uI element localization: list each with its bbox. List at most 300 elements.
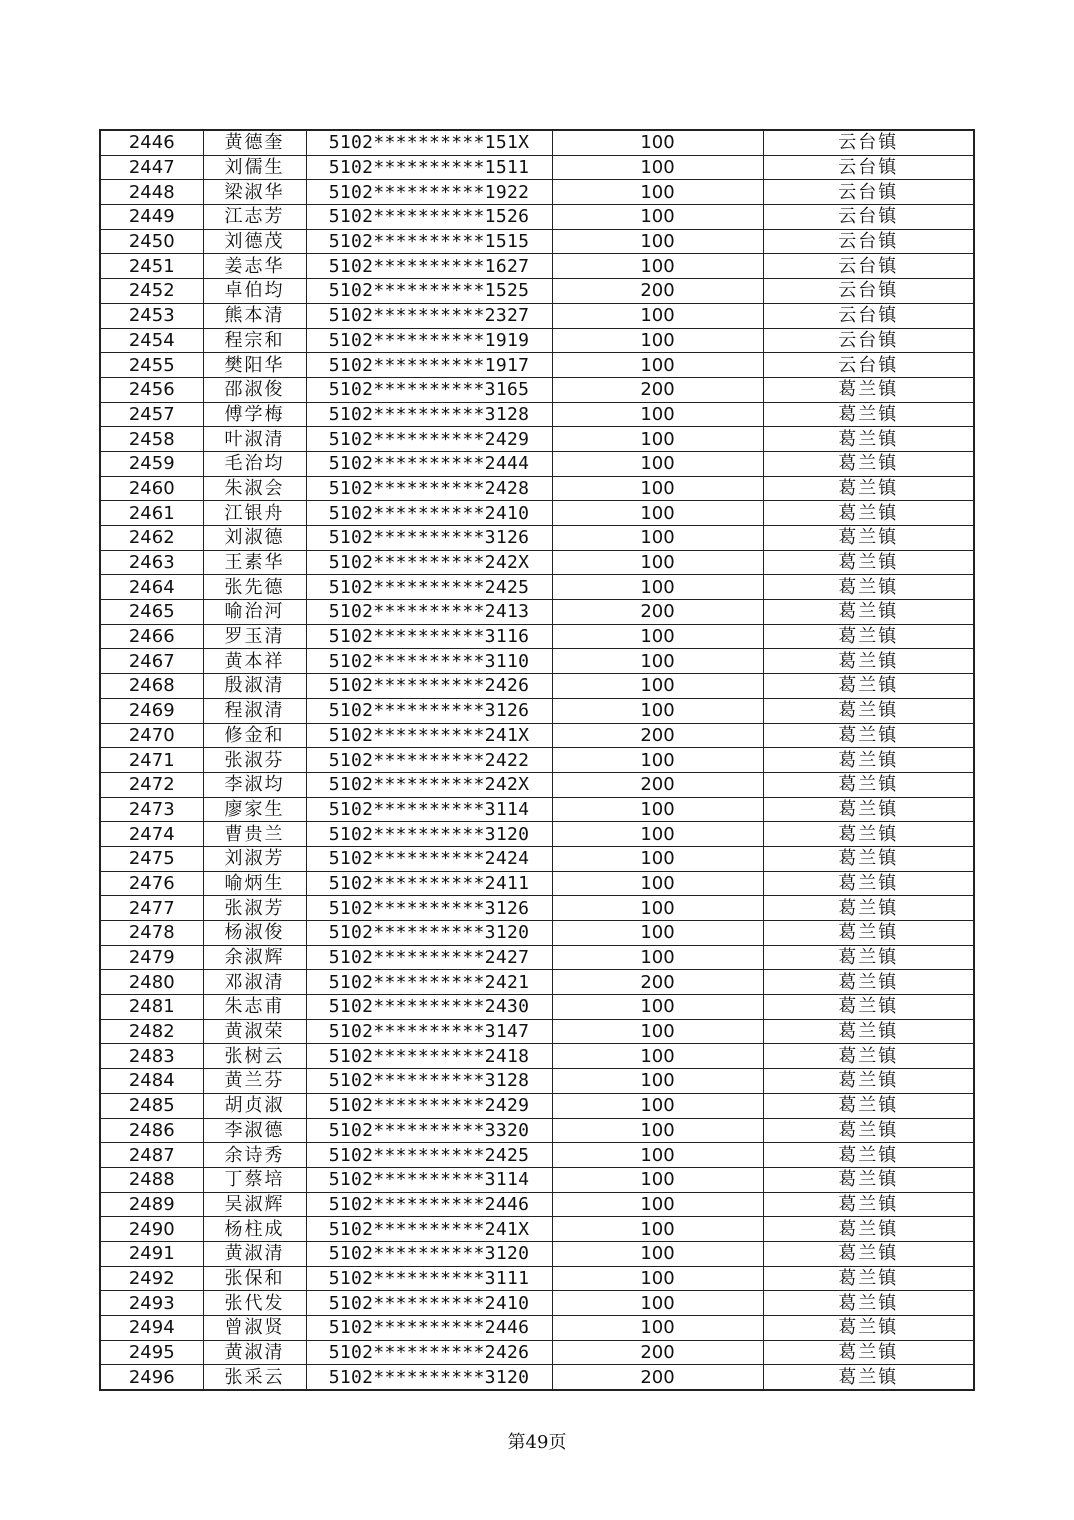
amount-cell: 100 [552,896,763,921]
amount-cell: 100 [552,229,763,254]
town-cell: 葛兰镇 [763,822,974,847]
row-number-cell: 2466 [100,624,203,649]
name-cell: 朱志甫 [203,995,306,1020]
amount-cell: 100 [552,1044,763,1069]
town-cell: 云台镇 [763,328,974,353]
id-number-cell: 5102**********3126 [306,698,552,723]
amount-cell: 100 [552,328,763,353]
name-cell: 樊阳华 [203,353,306,378]
town-cell: 葛兰镇 [763,1167,974,1192]
amount-cell: 100 [552,797,763,822]
row-number-cell: 2468 [100,674,203,699]
row-number-cell: 2474 [100,822,203,847]
name-cell: 卓伯均 [203,279,306,304]
town-cell: 葛兰镇 [763,1093,974,1118]
amount-cell: 100 [552,205,763,230]
id-number-cell: 5102**********3114 [306,797,552,822]
row-number-cell: 2485 [100,1093,203,1118]
amount-cell: 100 [552,427,763,452]
id-number-cell: 5102**********2426 [306,674,552,699]
name-cell: 张淑芬 [203,748,306,773]
row-number-cell: 2461 [100,501,203,526]
table-row [100,550,974,575]
table-row [100,1340,974,1365]
town-cell: 云台镇 [763,229,974,254]
town-cell: 葛兰镇 [763,1044,974,1069]
amount-cell: 100 [552,476,763,501]
row-number-cell: 2496 [100,1365,203,1390]
row-number-cell: 2455 [100,353,203,378]
id-number-cell: 5102**********3126 [306,896,552,921]
id-number-cell: 5102**********2426 [306,1340,552,1365]
id-number-cell: 5102**********151X [306,130,552,155]
table-row [100,155,974,180]
name-cell: 张淑芳 [203,896,306,921]
id-number-cell: 5102**********2446 [306,1316,552,1341]
amount-cell: 100 [552,303,763,328]
roster-table-body [100,130,974,1390]
name-cell: 罗玉清 [203,624,306,649]
table-row [100,1241,974,1266]
table-row [100,846,974,871]
name-cell: 修金和 [203,723,306,748]
row-number-cell: 2481 [100,995,203,1020]
amount-cell: 200 [552,723,763,748]
town-cell: 葛兰镇 [763,476,974,501]
table-row [100,1069,974,1094]
town-cell: 葛兰镇 [763,1069,974,1094]
town-cell: 葛兰镇 [763,1217,974,1242]
row-number-cell: 2478 [100,921,203,946]
name-cell: 王素华 [203,550,306,575]
name-cell: 张先德 [203,575,306,600]
name-cell: 杨柱成 [203,1217,306,1242]
table-row [100,526,974,551]
name-cell: 余诗秀 [203,1143,306,1168]
row-number-cell: 2469 [100,698,203,723]
row-number-cell: 2460 [100,476,203,501]
name-cell: 曹贵兰 [203,822,306,847]
id-number-cell: 5102**********1511 [306,155,552,180]
name-cell: 李淑均 [203,772,306,797]
amount-cell: 100 [552,846,763,871]
row-number-cell: 2472 [100,772,203,797]
row-number-cell: 2489 [100,1192,203,1217]
table-row [100,772,974,797]
table-row [100,674,974,699]
amount-cell: 100 [552,674,763,699]
amount-cell: 100 [552,995,763,1020]
name-cell: 黄德奎 [203,130,306,155]
id-number-cell: 5102**********1917 [306,353,552,378]
table-row [100,353,974,378]
id-number-cell: 5102**********1525 [306,279,552,304]
amount-cell: 200 [552,772,763,797]
id-number-cell: 5102**********3128 [306,402,552,427]
town-cell: 葛兰镇 [763,698,974,723]
town-cell: 云台镇 [763,353,974,378]
table-row [100,921,974,946]
amount-cell: 100 [552,945,763,970]
amount-cell: 100 [552,1192,763,1217]
table-row [100,1365,974,1390]
table-row [100,303,974,328]
row-number-cell: 2454 [100,328,203,353]
town-cell: 葛兰镇 [763,526,974,551]
town-cell: 葛兰镇 [763,501,974,526]
id-number-cell: 5102**********3147 [306,1019,552,1044]
id-number-cell: 5102**********2327 [306,303,552,328]
row-number-cell: 2491 [100,1241,203,1266]
id-number-cell: 5102**********2446 [306,1192,552,1217]
table-row [100,427,974,452]
amount-cell: 100 [552,1291,763,1316]
row-number-cell: 2482 [100,1019,203,1044]
amount-cell: 100 [552,1167,763,1192]
town-cell: 葛兰镇 [763,772,974,797]
name-cell: 程宗和 [203,328,306,353]
id-number-cell: 5102**********3120 [306,1241,552,1266]
table-row [100,1118,974,1143]
amount-cell: 200 [552,377,763,402]
name-cell: 梁淑华 [203,180,306,205]
amount-cell: 100 [552,1316,763,1341]
amount-cell: 200 [552,279,763,304]
town-cell: 葛兰镇 [763,1291,974,1316]
amount-cell: 100 [552,1217,763,1242]
town-cell: 葛兰镇 [763,624,974,649]
row-number-cell: 2449 [100,205,203,230]
town-cell: 葛兰镇 [763,1266,974,1291]
table-row [100,451,974,476]
town-cell: 葛兰镇 [763,945,974,970]
row-number-cell: 2492 [100,1266,203,1291]
name-cell: 刘儒生 [203,155,306,180]
table-row [100,748,974,773]
id-number-cell: 5102**********2430 [306,995,552,1020]
id-number-cell: 5102**********3111 [306,1266,552,1291]
town-cell: 葛兰镇 [763,846,974,871]
amount-cell: 200 [552,1365,763,1390]
row-number-cell: 2464 [100,575,203,600]
id-number-cell: 5102**********3126 [306,526,552,551]
name-cell: 刘德茂 [203,229,306,254]
id-number-cell: 5102**********3165 [306,377,552,402]
amount-cell: 100 [552,1019,763,1044]
id-number-cell: 5102**********1919 [306,328,552,353]
name-cell: 熊本清 [203,303,306,328]
id-number-cell: 5102**********3120 [306,921,552,946]
id-number-cell: 5102**********2410 [306,501,552,526]
row-number-cell: 2495 [100,1340,203,1365]
name-cell: 吴淑辉 [203,1192,306,1217]
town-cell: 葛兰镇 [763,1340,974,1365]
amount-cell: 100 [552,1069,763,1094]
name-cell: 胡贞淑 [203,1093,306,1118]
town-cell: 葛兰镇 [763,649,974,674]
table-row [100,377,974,402]
town-cell: 云台镇 [763,130,974,155]
row-number-cell: 2480 [100,970,203,995]
row-number-cell: 2458 [100,427,203,452]
town-cell: 葛兰镇 [763,871,974,896]
town-cell: 葛兰镇 [763,921,974,946]
amount-cell: 100 [552,130,763,155]
town-cell: 云台镇 [763,180,974,205]
id-number-cell: 5102**********1526 [306,205,552,230]
row-number-cell: 2456 [100,377,203,402]
row-number-cell: 2448 [100,180,203,205]
table-row [100,1143,974,1168]
amount-cell: 100 [552,402,763,427]
table-row [100,180,974,205]
row-number-cell: 2477 [100,896,203,921]
name-cell: 黄本祥 [203,649,306,674]
amount-cell: 100 [552,1118,763,1143]
name-cell: 李淑德 [203,1118,306,1143]
town-cell: 葛兰镇 [763,1143,974,1168]
amount-cell: 100 [552,180,763,205]
row-number-cell: 2467 [100,649,203,674]
amount-cell: 100 [552,155,763,180]
town-cell: 葛兰镇 [763,1241,974,1266]
town-cell: 葛兰镇 [763,723,974,748]
name-cell: 叶淑清 [203,427,306,452]
name-cell: 黄淑清 [203,1340,306,1365]
name-cell: 张保和 [203,1266,306,1291]
town-cell: 云台镇 [763,205,974,230]
id-number-cell: 5102**********3116 [306,624,552,649]
amount-cell: 200 [552,970,763,995]
row-number-cell: 2487 [100,1143,203,1168]
row-number-cell: 2471 [100,748,203,773]
table-row [100,229,974,254]
row-number-cell: 2493 [100,1291,203,1316]
amount-cell: 100 [552,822,763,847]
town-cell: 葛兰镇 [763,600,974,625]
row-number-cell: 2452 [100,279,203,304]
amount-cell: 100 [552,1093,763,1118]
amount-cell: 200 [552,600,763,625]
table-row [100,328,974,353]
name-cell: 江志芳 [203,205,306,230]
town-cell: 葛兰镇 [763,402,974,427]
amount-cell: 100 [552,624,763,649]
town-cell: 葛兰镇 [763,427,974,452]
table-row [100,1192,974,1217]
row-number-cell: 2486 [100,1118,203,1143]
table-row [100,205,974,230]
name-cell: 黄淑荣 [203,1019,306,1044]
id-number-cell: 5102**********3128 [306,1069,552,1094]
town-cell: 云台镇 [763,254,974,279]
id-number-cell: 5102**********1627 [306,254,552,279]
row-number-cell: 2479 [100,945,203,970]
table-row [100,896,974,921]
table-row [100,1266,974,1291]
row-number-cell: 2488 [100,1167,203,1192]
table-row [100,254,974,279]
id-number-cell: 5102**********2424 [306,846,552,871]
name-cell: 殷淑清 [203,674,306,699]
name-cell: 廖家生 [203,797,306,822]
name-cell: 张树云 [203,1044,306,1069]
row-number-cell: 2490 [100,1217,203,1242]
table-row [100,649,974,674]
town-cell: 葛兰镇 [763,1019,974,1044]
amount-cell: 100 [552,254,763,279]
name-cell: 喻炳生 [203,871,306,896]
name-cell: 傅学梅 [203,402,306,427]
id-number-cell: 5102**********2425 [306,575,552,600]
town-cell: 葛兰镇 [763,550,974,575]
name-cell: 黄兰芬 [203,1069,306,1094]
id-number-cell: 5102**********2444 [306,451,552,476]
table-row [100,995,974,1020]
town-cell: 葛兰镇 [763,1192,974,1217]
town-cell: 葛兰镇 [763,1365,974,1390]
name-cell: 杨淑俊 [203,921,306,946]
amount-cell: 200 [552,1340,763,1365]
name-cell: 江银舟 [203,501,306,526]
table-row [100,1044,974,1069]
table-row [100,575,974,600]
row-number-cell: 2462 [100,526,203,551]
table-row [100,1316,974,1341]
name-cell: 刘淑德 [203,526,306,551]
amount-cell: 100 [552,921,763,946]
table-row [100,1291,974,1316]
town-cell: 葛兰镇 [763,575,974,600]
id-number-cell: 5102**********242X [306,550,552,575]
row-number-cell: 2453 [100,303,203,328]
row-number-cell: 2459 [100,451,203,476]
town-cell: 云台镇 [763,155,974,180]
table-row [100,1217,974,1242]
row-number-cell: 2463 [100,550,203,575]
table-row [100,600,974,625]
row-number-cell: 2484 [100,1069,203,1094]
name-cell: 刘淑芳 [203,846,306,871]
name-cell: 朱淑会 [203,476,306,501]
amount-cell: 100 [552,501,763,526]
row-number-cell: 2470 [100,723,203,748]
id-number-cell: 5102**********2413 [306,600,552,625]
table-row [100,1093,974,1118]
town-cell: 云台镇 [763,303,974,328]
name-cell: 余淑辉 [203,945,306,970]
id-number-cell: 5102**********242X [306,772,552,797]
table-row [100,945,974,970]
amount-cell: 100 [552,1266,763,1291]
town-cell: 云台镇 [763,279,974,304]
town-cell: 葛兰镇 [763,377,974,402]
row-number-cell: 2476 [100,871,203,896]
table-row [100,698,974,723]
id-number-cell: 5102**********2425 [306,1143,552,1168]
id-number-cell: 5102**********2429 [306,1093,552,1118]
name-cell: 丁蔡培 [203,1167,306,1192]
id-number-cell: 5102**********2411 [306,871,552,896]
id-number-cell: 5102**********2427 [306,945,552,970]
name-cell: 姜志华 [203,254,306,279]
id-number-cell: 5102**********2418 [306,1044,552,1069]
page-number: 第49页 [507,1432,567,1453]
id-number-cell: 5102**********3120 [306,1365,552,1390]
row-number-cell: 2451 [100,254,203,279]
name-cell: 张采云 [203,1365,306,1390]
amount-cell: 100 [552,1241,763,1266]
town-cell: 葛兰镇 [763,797,974,822]
id-number-cell: 5102**********2429 [306,427,552,452]
town-cell: 葛兰镇 [763,1118,974,1143]
amount-cell: 100 [552,871,763,896]
row-number-cell: 2447 [100,155,203,180]
table-row [100,1019,974,1044]
row-number-cell: 2475 [100,846,203,871]
row-number-cell: 2483 [100,1044,203,1069]
row-number-cell: 2465 [100,600,203,625]
name-cell: 邵淑俊 [203,377,306,402]
id-number-cell: 5102**********3110 [306,649,552,674]
table-row [100,871,974,896]
row-number-cell: 2494 [100,1316,203,1341]
amount-cell: 100 [552,1143,763,1168]
id-number-cell: 5102**********3120 [306,822,552,847]
town-cell: 葛兰镇 [763,970,974,995]
id-number-cell: 5102**********241X [306,723,552,748]
amount-cell: 100 [552,550,763,575]
row-number-cell: 2457 [100,402,203,427]
table-row [100,970,974,995]
town-cell: 葛兰镇 [763,1316,974,1341]
name-cell: 程淑清 [203,698,306,723]
table-row [100,822,974,847]
town-cell: 葛兰镇 [763,748,974,773]
name-cell: 喻治河 [203,600,306,625]
table-row [100,723,974,748]
id-number-cell: 5102**********3320 [306,1118,552,1143]
id-number-cell: 5102**********3114 [306,1167,552,1192]
table-row [100,501,974,526]
amount-cell: 100 [552,526,763,551]
id-number-cell: 5102**********2422 [306,748,552,773]
name-cell: 张代发 [203,1291,306,1316]
name-cell: 曾淑贤 [203,1316,306,1341]
roster-table [99,129,975,1391]
table-row [100,402,974,427]
id-number-cell: 5102**********2428 [306,476,552,501]
name-cell: 邓淑清 [203,970,306,995]
town-cell: 葛兰镇 [763,995,974,1020]
table-row [100,130,974,155]
table-row [100,624,974,649]
amount-cell: 100 [552,575,763,600]
id-number-cell: 5102**********1922 [306,180,552,205]
amount-cell: 100 [552,353,763,378]
row-number-cell: 2446 [100,130,203,155]
table-row [100,476,974,501]
id-number-cell: 5102**********2421 [306,970,552,995]
table-row [100,279,974,304]
amount-cell: 100 [552,698,763,723]
row-number-cell: 2450 [100,229,203,254]
amount-cell: 100 [552,748,763,773]
amount-cell: 100 [552,451,763,476]
amount-cell: 100 [552,649,763,674]
table-row [100,797,974,822]
id-number-cell: 5102**********241X [306,1217,552,1242]
